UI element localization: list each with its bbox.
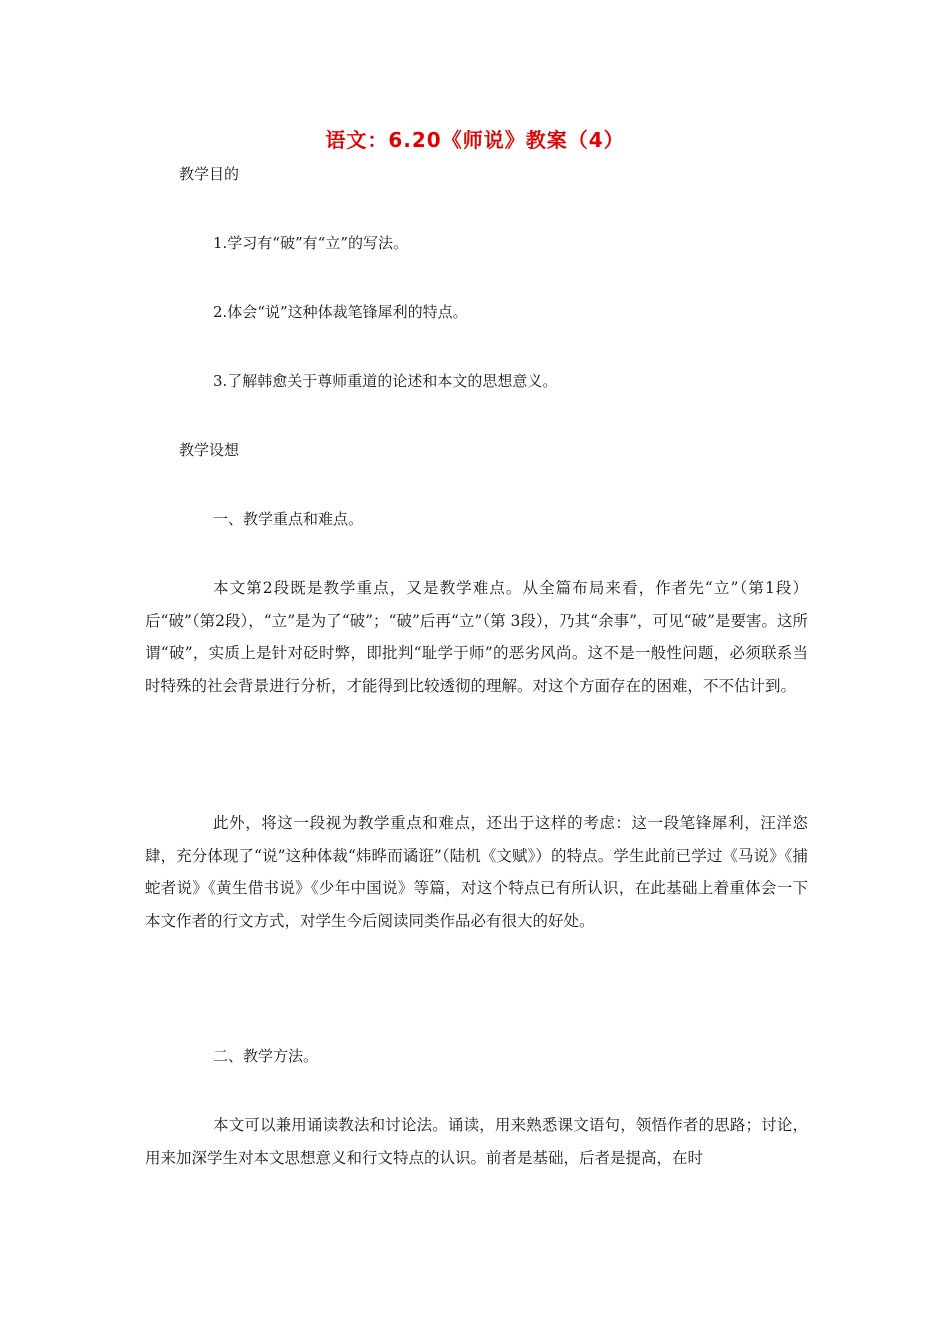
paragraph-key-points: 本文第2段既是教学重点，又是教学难点。从全篇布局来看，作者先“立”（第1段）后“破”（第2段），“立”是为了“破”；“破”后再“立”（第 3段），乃其“余事”，可见“破”是要害。这所谓“破”，实质上是针对砭时弊，即批判“耻学于师”的恶劣风尚。这不是一般性问题，必须联系当时特殊的社会背景进行分析，才能得到比较透彻的理解。对这个方面存在的困难，不不估计到。: [145, 579, 808, 695]
goal-item-1: 1.学习有“破”有“立”的写法。: [213, 234, 408, 252]
subsection-heading-key-points: 一、教学重点和难点。: [213, 510, 364, 528]
paragraph-teaching-methods: 本文可以兼用诵读教法和讨论法。诵读，用来熟悉课文语句，领悟作者的思路；讨论，用来加深学生对本文思想意义和行文特点的认识。前者是基础，后者是提高，在时: [145, 1116, 808, 1167]
goal-item-2: 2.体会“说”这种体裁笔锋犀利的特点。: [213, 303, 468, 321]
paragraph-additional-considerations: 此外，将这一段视为教学重点和难点，还出于这样的考虑：这一段笔锋犀利，汪洋恣肆，充分体现了“说”这种体裁“炜晔而谲诳”（陆机《文赋》）的特点。学生此前已学过《马说》《捕蛇者说》《黄生借书说》《少年中国说》等篇，对这个特点已有所认识，在此基础上着重体会一下本文作者的行文方式，对学生今后阅读同类作品必有很大的好处。: [145, 814, 808, 930]
goal-item-3: 3.了解韩愈关于尊师重道的论述和本文的思想意义。: [213, 372, 558, 390]
subsection-heading-teaching-methods: 二、教学方法。: [213, 1047, 319, 1065]
section-heading-teaching-design: 教学设想: [179, 441, 240, 459]
section-heading-teaching-goals: 教学目的: [179, 165, 240, 183]
document-title: 语文：6.20《师说》教案（4）: [325, 128, 625, 152]
